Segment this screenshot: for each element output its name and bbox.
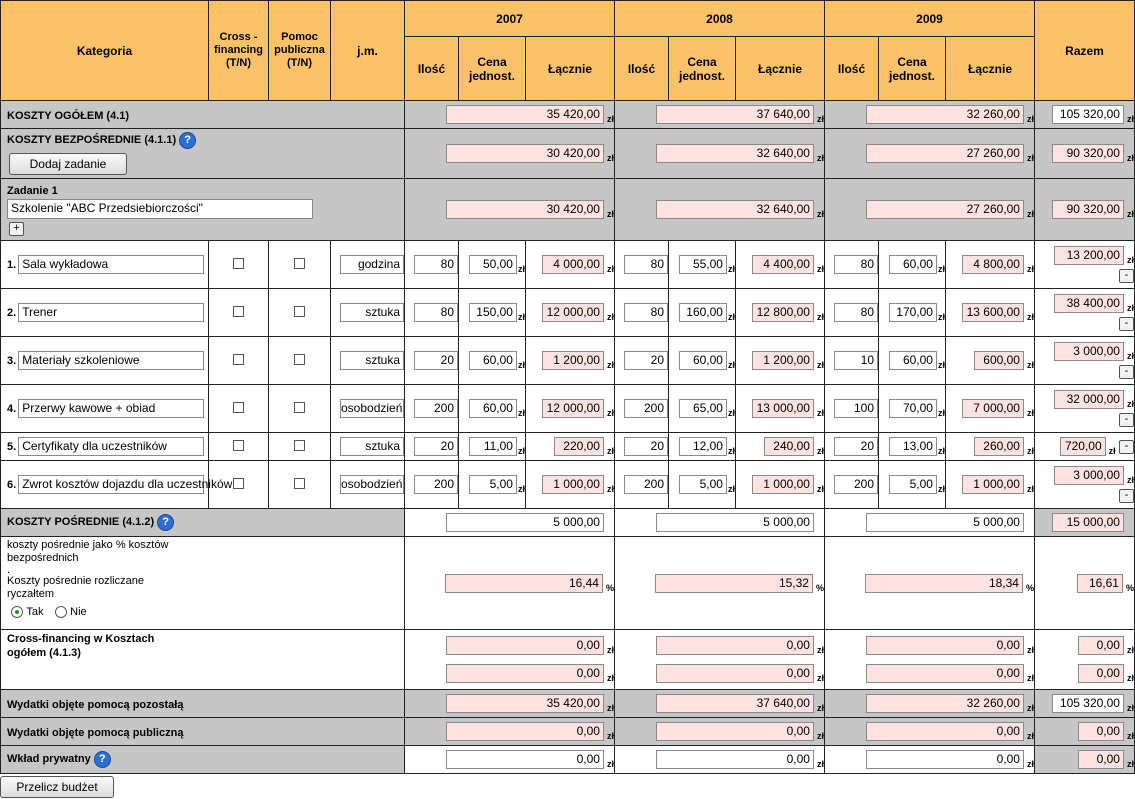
- item-jm-input[interactable]: osobodzień: [340, 475, 404, 494]
- pomoc-publiczna-checkbox[interactable]: [294, 440, 305, 451]
- item-razem: 720,00: [1060, 437, 1106, 456]
- koszty-posrednie-2007[interactable]: 5 000,00: [446, 513, 604, 532]
- wklad-prywatny-label: Wkład prywatny: [7, 753, 91, 765]
- cross-financing-checkbox[interactable]: [233, 440, 244, 451]
- item-cena-input[interactable]: 160,00: [679, 303, 727, 322]
- item-ilosc-input[interactable]: 80: [624, 255, 668, 274]
- header-pomoc-publiczna: Pomoc publiczna (T/N): [269, 1, 331, 101]
- item-lacznie: 4 000,00: [542, 255, 604, 274]
- koszty-posrednie-label: KOSZTY POŚREDNIE (4.1.2): [7, 516, 155, 528]
- item-jm-input[interactable]: osobodzień: [340, 399, 404, 418]
- item-lacznie: 1 000,00: [752, 475, 814, 494]
- table-row: 6. Zwrot kosztów dojazdu dla uczestników osobodzień 200 5,00 zł 1 000,00 zł 200 5,00 zł 1 000,00 zł 200 5,00 zł 1 000,00 zł 3 000,00 zł -: [1, 461, 1135, 509]
- table-row: 4. Przerwy kawowe + obiad osobodzień 200 60,00 zł 12 000,00 zł 200 65,00 zł 13 000,00 zł 100 70,00 zł 7 000,00 zł 32 000,00 zł -: [1, 385, 1135, 433]
- item-lacznie: 13 600,00: [962, 303, 1024, 322]
- item-lacznie: 12 800,00: [752, 303, 814, 322]
- header-jm: j.m.: [331, 1, 405, 101]
- item-ilosc-input[interactable]: 80: [834, 303, 878, 322]
- item-number: 5.: [7, 440, 17, 453]
- zadanie-razem: 90 320,00: [1052, 200, 1124, 219]
- item-ilosc-input[interactable]: 20: [624, 437, 668, 456]
- header-razem: Razem: [1035, 1, 1135, 101]
- header-lacznie: Łącznie: [526, 37, 615, 101]
- item-ilosc-input[interactable]: 200: [624, 399, 668, 418]
- header-ilosc: Ilość: [405, 37, 459, 101]
- item-ilosc-input[interactable]: 200: [414, 399, 458, 418]
- item-lacznie: 1 000,00: [962, 475, 1024, 494]
- item-name-input[interactable]: Sala wykładowa: [18, 255, 204, 274]
- item-cena-input[interactable]: 12,00: [679, 437, 727, 456]
- koszty-ogolem-label: KOSZTY OGÓŁEM (4.1): [7, 109, 130, 122]
- item-cena-input[interactable]: 150,00: [469, 303, 517, 322]
- item-ilosc-input[interactable]: 200: [414, 475, 458, 494]
- item-ilosc-input[interactable]: 200: [624, 475, 668, 494]
- cross-financing-checkbox[interactable]: [233, 478, 244, 489]
- item-name-input[interactable]: Certyfikaty dla uczestników: [18, 437, 204, 456]
- procent-2009: 18,34: [865, 574, 1023, 593]
- remove-item-button[interactable]: -: [1119, 317, 1134, 331]
- item-cena-input[interactable]: 60,00: [679, 351, 727, 370]
- item-lacznie: 1 000,00: [542, 475, 604, 494]
- item-ilosc-input[interactable]: 80: [414, 255, 458, 274]
- row-wklad-prywatny: Wkład prywatny ? 0,00 zł 0,00 zł 0,00 zł 0,00 zł: [1, 746, 1135, 774]
- zadanie-label: Zadanie 1: [7, 184, 58, 197]
- item-cena-input[interactable]: 55,00: [679, 255, 727, 274]
- remove-item-button[interactable]: -: [1119, 413, 1134, 427]
- wydatki-pozostala-label: Wydatki objęte pomocą pozostałą: [7, 698, 184, 711]
- table-row: 2. Trener sztuka 80 150,00 zł 12 000,00 zł 80 160,00 zł 12 800,00 zł 80 170,00 zł 13 600,00 zł 38 400,00 zł -: [1, 289, 1135, 337]
- koszty-bezposrednie-2007: 30 420,00: [446, 144, 604, 163]
- cross-financing-checkbox[interactable]: [233, 402, 244, 413]
- pomoc-publiczna-checkbox[interactable]: [294, 258, 305, 269]
- item-lacznie: 7 000,00: [962, 399, 1024, 418]
- header-cena: Cena jednost.: [669, 37, 736, 101]
- item-ilosc-input[interactable]: 20: [414, 437, 458, 456]
- table-row: 3. Materiały szkoleniowe sztuka 20 60,00 zł 1 200,00 zł 20 60,00 zł 1 200,00 zł 10 60,00 zł 600,00 zł 3 000,00 zł -: [1, 337, 1135, 385]
- radio-nie-label: Nie: [70, 606, 87, 618]
- item-lacznie: 1 200,00: [542, 351, 604, 370]
- item-razem: 13 200,00: [1054, 246, 1124, 265]
- header-ilosc: Ilość: [825, 37, 879, 101]
- add-item-button[interactable]: +: [9, 222, 24, 236]
- cross-financing-label: Cross-financing w Kosztach ogółem (4.1.3): [7, 633, 155, 659]
- item-number: 1.: [7, 258, 17, 271]
- header-lacznie: Łącznie: [946, 37, 1035, 101]
- item-lacznie: 260,00: [974, 437, 1024, 456]
- item-ilosc-input[interactable]: 20: [834, 437, 878, 456]
- dodaj-zadanie-button[interactable]: Dodaj zadanie: [9, 153, 127, 175]
- item-razem: 38 400,00: [1054, 294, 1124, 313]
- item-razem: 32 000,00: [1054, 390, 1124, 409]
- item-number: 2.: [7, 306, 17, 319]
- remove-item-button[interactable]: -: [1119, 365, 1134, 379]
- header-cena: Cena jednost.: [879, 37, 946, 101]
- koszty-posrednie-razem: 15 000,00: [1052, 513, 1124, 532]
- item-cena-input[interactable]: 60,00: [889, 351, 937, 370]
- ryczalt-label: Koszty pośrednie rozliczane ryczałtem: [7, 575, 144, 600]
- wydatki-publiczna-label: Wydatki objęte pomocą publiczną: [7, 726, 184, 739]
- header-cross-financing: Cross - financing (T/N): [209, 1, 269, 101]
- cross-financing-checkbox[interactable]: [233, 258, 244, 269]
- item-name-input[interactable]: Materiały szkoleniowe: [18, 351, 204, 370]
- item-lacznie: 1 200,00: [752, 351, 814, 370]
- row-wydatki-publiczna: Wydatki objęte pomocą publiczną 0,00 zł 0,00 zł 0,00 zł 0,00 zł: [1, 718, 1135, 746]
- header-cena: Cena jednost.: [459, 37, 526, 101]
- remove-item-button[interactable]: -: [1119, 440, 1134, 454]
- item-cena-input[interactable]: 60,00: [469, 399, 517, 418]
- item-cena-input[interactable]: 60,00: [889, 255, 937, 274]
- row-koszty-ogolem: KOSZTY OGÓŁEM (4.1) 35 420,00 zł 37 640,00 zł 32 260,00 zł 105 320,00 zł: [1, 101, 1135, 129]
- pomoc-publiczna-checkbox[interactable]: [294, 478, 305, 489]
- radio-tak[interactable]: [11, 606, 23, 618]
- procent-razem: 16,61: [1077, 574, 1123, 593]
- item-cena-input[interactable]: 65,00: [679, 399, 727, 418]
- item-lacznie: 600,00: [974, 351, 1024, 370]
- row-koszty-bezposrednie: KOSZTY BEZPOŚREDNIE (4.1.1) ? Dodaj zadanie 30 420,00 zł 32 640,00 zł 27 260,00 zł 90 320,00 zł: [1, 129, 1135, 179]
- przelicz-budzet-button[interactable]: Przelicz budżet: [0, 776, 114, 798]
- item-lacznie: 12 000,00: [542, 399, 604, 418]
- koszty-bezposrednie-label: KOSZTY BEZPOŚREDNIE (4.1.1): [7, 134, 177, 146]
- item-lacznie: 4 800,00: [962, 255, 1024, 274]
- cross-financing-checkbox[interactable]: [233, 354, 244, 365]
- remove-item-button[interactable]: -: [1119, 489, 1134, 503]
- help-icon[interactable]: ?: [157, 514, 174, 531]
- item-name-input[interactable]: Zwrot kosztów dojazdu dla uczestników: [18, 475, 204, 494]
- header-year-2009: 2009: [825, 1, 1035, 37]
- radio-nie[interactable]: [55, 606, 67, 618]
- item-ilosc-input[interactable]: 20: [624, 351, 668, 370]
- item-ilosc-input[interactable]: 80: [624, 303, 668, 322]
- item-cena-input[interactable]: 170,00: [889, 303, 937, 322]
- row-wydatki-pozostala: Wydatki objęte pomocą pozostałą 35 420,00 zł 37 640,00 zł 32 260,00 zł 105 320,00 zł: [1, 690, 1135, 718]
- item-ilosc-input[interactable]: 80: [834, 255, 878, 274]
- help-icon[interactable]: ?: [94, 751, 111, 768]
- item-ilosc-input[interactable]: 200: [834, 475, 878, 494]
- cross-financing-checkbox[interactable]: [233, 306, 244, 317]
- zadanie-2007: 30 420,00: [446, 200, 604, 219]
- zadanie-2009: 27 260,00: [866, 200, 1024, 219]
- koszty-bezposrednie-razem: 90 320,00: [1052, 144, 1124, 163]
- item-jm-input[interactable]: sztuka: [340, 303, 404, 322]
- item-lacznie: 240,00: [764, 437, 814, 456]
- item-cena-input[interactable]: 13,00: [889, 437, 937, 456]
- pomoc-publiczna-checkbox[interactable]: [294, 402, 305, 413]
- koszty-ogolem-razem: 105 320,00: [1052, 105, 1124, 124]
- header-lacznie: Łącznie: [736, 37, 825, 101]
- item-cena-input[interactable]: 70,00: [889, 399, 937, 418]
- table-row: 5. Certyfikaty dla uczestników sztuka 20 11,00 zł 220,00 zł 20 12,00 zł 240,00 zł 20 13,00 zł 260,00 zł 720,00 zł -: [1, 433, 1135, 461]
- item-jm-input[interactable]: sztuka: [340, 437, 404, 456]
- item-lacznie: 13 000,00: [752, 399, 814, 418]
- remove-item-button[interactable]: -: [1119, 269, 1134, 283]
- koszty-posrednie-2008[interactable]: 5 000,00: [656, 513, 814, 532]
- procent-2007: 16,44: [445, 574, 603, 593]
- item-number: 3.: [7, 354, 17, 367]
- table-row: 1. Sala wykładowa godzina 80 50,00 zł 4 000,00 zł 80 55,00 zł 4 400,00 zł 80 60,00 zł 4 800,00 zł 13 200,00 zł -: [1, 241, 1135, 289]
- item-razem: 3 000,00: [1054, 342, 1124, 361]
- zadanie-name-input[interactable]: Szkolenie "ABC Przedsiebiorczości": [7, 199, 313, 219]
- koszty-ogolem-2009: 32 260,00: [866, 105, 1024, 124]
- help-icon[interactable]: ?: [179, 132, 196, 149]
- header-ilosc: Ilość: [615, 37, 669, 101]
- header-year-2007: 2007: [405, 1, 615, 37]
- item-ilosc-input[interactable]: 80: [414, 303, 458, 322]
- item-name-input[interactable]: Przerwy kawowe + obiad: [18, 399, 204, 418]
- header-year-2008: 2008: [615, 1, 825, 37]
- koszty-posrednie-2009[interactable]: 5 000,00: [866, 513, 1024, 532]
- pomoc-publiczna-checkbox[interactable]: [294, 306, 305, 317]
- item-lacznie: 4 400,00: [752, 255, 814, 274]
- item-razem: 3 000,00: [1054, 466, 1124, 485]
- item-cena-input[interactable]: 50,00: [469, 255, 517, 274]
- row-koszty-posrednie: [1, 509, 1135, 537]
- item-ilosc-input[interactable]: 100: [834, 399, 878, 418]
- item-name-input[interactable]: Trener: [18, 303, 204, 322]
- row-koszty-procent: koszty pośrednie jako % kosztów bezpośrednich . Koszty pośrednie rozliczane ryczałtem Tak Nie 16,44 % 15,32 % 18,34 % 16,61 %: [1, 537, 1135, 630]
- item-ilosc-input[interactable]: 20: [414, 351, 458, 370]
- koszty-bezposrednie-2009: 27 260,00: [866, 144, 1024, 163]
- item-jm-input[interactable]: godzina: [340, 255, 404, 274]
- item-cena-input[interactable]: 5,00: [469, 475, 517, 494]
- koszty-ogolem-2007: 35 420,00: [446, 105, 604, 124]
- item-cena-input[interactable]: 60,00: [469, 351, 517, 370]
- item-jm-input[interactable]: sztuka: [340, 351, 404, 370]
- row-zadanie: Zadanie 1 Szkolenie "ABC Przedsiebiorczości" + 30 420,00 zł 32 640,00 zł 27 260,00 zł 90 320,00 zł: [1, 179, 1135, 241]
- procent-2008: 15,32: [655, 574, 813, 593]
- item-lacznie: 12 000,00: [542, 303, 604, 322]
- pomoc-publiczna-checkbox[interactable]: [294, 354, 305, 365]
- item-ilosc-input[interactable]: 10: [834, 351, 878, 370]
- header-kategoria: Kategoria: [1, 1, 209, 101]
- koszty-bezposrednie-2008: 32 640,00: [656, 144, 814, 163]
- item-number: 4.: [7, 402, 17, 415]
- procent-label: koszty pośrednie jako % kosztów bezpośrednich: [7, 539, 169, 564]
- zadanie-2008: 32 640,00: [656, 200, 814, 219]
- row-cross-financing: Cross-financing w Kosztach ogółem (4.1.3) 0,00 zł 0,00 zł 0,00 zł 0,00 zł 0,00 zł 0,00 zł 0,00 zł 0,00 zł: [1, 630, 1135, 690]
- radio-tak-label: Tak: [26, 606, 44, 618]
- koszty-ogolem-2008: 37 640,00: [656, 105, 814, 124]
- item-cena-input[interactable]: 11,00: [469, 437, 517, 456]
- item-lacznie: 220,00: [554, 437, 604, 456]
- item-cena-input[interactable]: 5,00: [679, 475, 727, 494]
- item-cena-input[interactable]: 5,00: [889, 475, 937, 494]
- item-number: 6.: [7, 478, 17, 491]
